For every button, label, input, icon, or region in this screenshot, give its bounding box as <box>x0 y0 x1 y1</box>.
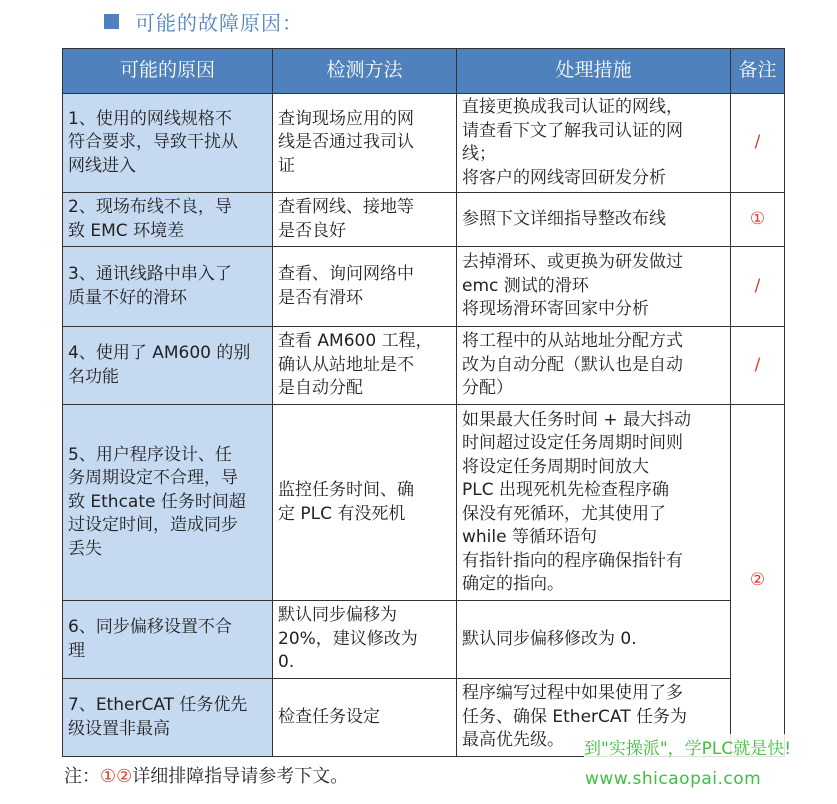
cell-line: 3、通讯线路中串入了 <box>68 264 232 284</box>
fault-table <box>62 48 785 757</box>
table-row <box>63 193 785 247</box>
note-cell: ① <box>731 193 785 247</box>
cell-line: 线是否通过我司认 <box>278 132 414 153</box>
footnote <box>64 762 348 788</box>
note-cell: / <box>731 327 785 405</box>
cause-cell <box>63 94 273 193</box>
cell-line: 查看网线、接地等 <box>278 197 414 217</box>
cell-line: 任务、确保 EtherCAT 任务为 <box>462 706 688 727</box>
method-cell <box>273 405 457 601</box>
cell-line: 有指针指向的程序确保指针有 <box>462 550 683 571</box>
cell-line: 线； <box>462 144 496 164</box>
cell-line: 参照下文详细指导整改布线 <box>462 208 666 229</box>
cell-line: 默认同步偏移为 <box>278 605 397 626</box>
cell-line: 质量不好的滑环 <box>68 287 187 308</box>
cell-line: 过设定时间，造成同步 <box>68 515 238 536</box>
action-cell <box>457 601 731 679</box>
cell-line: 丢失 <box>68 538 102 559</box>
cell-line: 是自动分配 <box>278 378 363 399</box>
cause-cell <box>63 405 273 601</box>
cell-line: 程序编写过程中如果使用了多 <box>462 683 683 704</box>
section-heading-text: 可能的故障原因： <box>135 10 303 35</box>
cell-line: 最高优先级。 <box>462 730 564 751</box>
cell-line: 5、用户程序设计、任 <box>68 444 232 465</box>
cause-cell <box>63 193 273 247</box>
cell-line: 默认同步偏移修改为 0. <box>462 628 637 649</box>
cell-line: 将工程中的从站地址分配方式 <box>462 331 683 352</box>
column-header-note: 备注 <box>731 49 785 94</box>
cell-line: 改为自动分配（默认也是自动 <box>462 354 683 375</box>
table-row <box>63 405 785 601</box>
cell-line: 如果最大任务时间 + 最大抖动 <box>462 409 692 430</box>
cause-cell <box>63 327 273 405</box>
cell-line: 2、现场布线不良，导 <box>68 197 232 217</box>
table-row <box>63 94 785 193</box>
cell-line: 分配） <box>462 378 513 399</box>
action-cell <box>457 193 731 247</box>
cell-line: 将现场滑环寄回家中分析 <box>462 299 649 320</box>
watermark-url: www.shicaopai.com <box>585 769 762 789</box>
cell-line: 检查任务设定 <box>278 706 380 727</box>
cell-line: 查看、询问网络中 <box>278 264 414 284</box>
cause-cell <box>63 601 273 679</box>
cell-line: emc 测试的滑环 <box>462 275 589 296</box>
note-cell: / <box>731 247 785 327</box>
cell-line: 致 EMC 环境差 <box>68 220 185 241</box>
method-cell <box>273 193 457 247</box>
cell-line: while 等循环语句 <box>462 527 597 547</box>
cause-cell <box>63 247 273 327</box>
table-row <box>63 601 785 679</box>
cause-cell <box>63 679 273 757</box>
action-cell <box>457 327 731 405</box>
footnote-text: 详细排障指导请参考下文。 <box>132 766 349 787</box>
method-cell <box>273 327 457 405</box>
cell-line: 确认从站地址是不 <box>278 354 414 375</box>
action-cell <box>457 247 731 327</box>
table-row <box>63 327 785 405</box>
cell-line: PLC 出现死机先检查程序确 <box>462 480 669 500</box>
merged-note-cell: ② <box>731 405 785 757</box>
cell-line: 4、使用了 AM600 的别 <box>68 343 251 363</box>
cell-line: 查询现场应用的网 <box>278 108 414 129</box>
section-heading <box>104 8 303 34</box>
method-cell <box>273 247 457 327</box>
cell-line: 时间超过设定任务周期时间则 <box>462 433 683 453</box>
cell-line: 0. <box>278 652 295 673</box>
watermark-slogan: 到"实操派"，学PLC就是快! <box>584 739 792 759</box>
cell-line: 1、使用的网线规格不 <box>68 108 232 129</box>
cell-line: 确定的指向。 <box>462 574 564 594</box>
column-header-action: 处理措施 <box>457 49 731 94</box>
cell-line: 理 <box>68 640 85 661</box>
cell-line: 级设置非最高 <box>68 718 170 739</box>
cell-line: 定 PLC 有没死机 <box>278 503 406 524</box>
column-header-cause: 可能的原因 <box>63 49 273 94</box>
watermark <box>584 734 837 800</box>
cell-line: 符合要求，导致干扰从 <box>68 132 238 153</box>
cell-line: 是否良好 <box>278 220 346 241</box>
note-cell: / <box>731 94 785 193</box>
footnote-prefix: 注： <box>64 766 100 787</box>
cell-line: 证 <box>278 155 295 176</box>
cell-line: 将设定任务周期时间放大 <box>462 456 649 477</box>
cell-line: 去掉滑环、或更换为研发做过 <box>462 252 683 273</box>
table-row <box>63 247 785 327</box>
column-header-method: 检测方法 <box>273 49 457 94</box>
action-cell <box>457 405 731 601</box>
table-header-row <box>63 49 785 94</box>
cell-line: 请查看下文了解我司认证的网 <box>462 120 683 141</box>
cell-line: 是否有滑环 <box>278 287 363 308</box>
method-cell <box>273 601 457 679</box>
method-cell <box>273 94 457 193</box>
footnote-marks: ①② <box>100 766 133 787</box>
cell-line: 务周期设定不合理，导 <box>68 468 238 489</box>
cell-line: 20%，建议修改为 <box>278 628 418 649</box>
method-cell <box>273 679 457 757</box>
cell-line: 保没有死循环，尤其使用了 <box>462 503 666 524</box>
cell-line: 网线进入 <box>68 155 136 176</box>
cell-line: 查看 AM600 工程， <box>278 331 433 352</box>
cell-line: 6、同步偏移设置不合 <box>68 617 232 637</box>
cell-line: 直接更换成我司认证的网线， <box>462 97 683 117</box>
cell-line: 名功能 <box>68 366 119 387</box>
cell-line: 7、EtherCAT 任务优先 <box>68 695 248 715</box>
cell-line: 监控任务时间、确 <box>278 480 414 500</box>
action-cell <box>457 94 731 193</box>
cell-line: 将客户的网线寄回研发分析 <box>462 167 666 188</box>
cell-line: 致 Ethcate 任务时间超 <box>68 491 246 512</box>
heading-square-icon <box>104 14 119 29</box>
